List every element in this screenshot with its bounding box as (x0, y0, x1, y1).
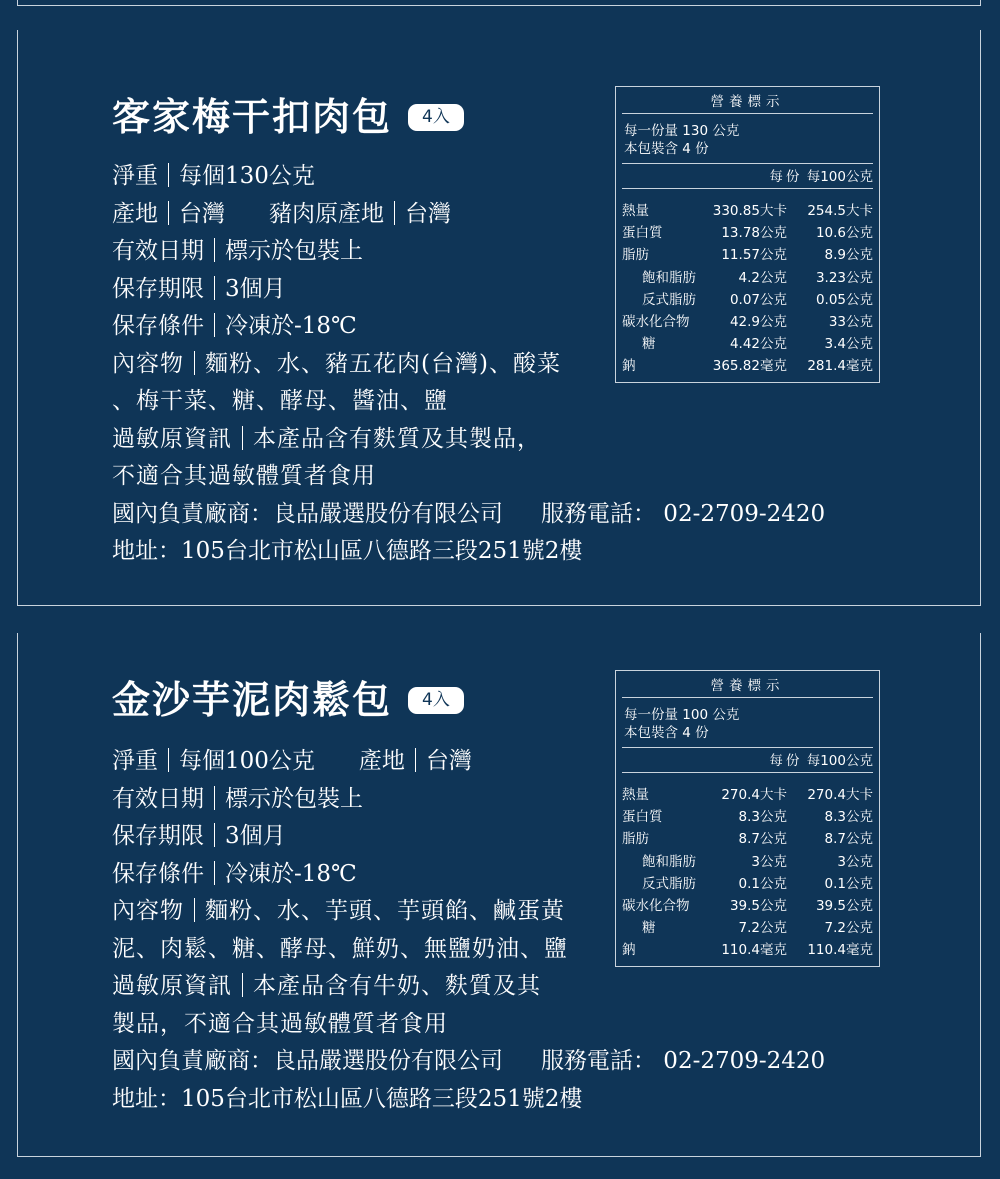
per-serving-value: 4.42公克 (729, 336, 787, 353)
storage-value: 冷凍於-18℃ (225, 860, 357, 887)
nutrition-row (622, 806, 873, 828)
per-100g-value: 10.6公克 (815, 225, 873, 242)
column-headers (622, 164, 873, 189)
nutrition-row (622, 289, 873, 311)
nutrient-name: 蛋白質 (622, 809, 663, 826)
col-per-serving: 每份 (769, 169, 803, 185)
per-100g-value: 33公克 (828, 314, 873, 331)
separator (242, 973, 243, 997)
allergen-line (112, 968, 825, 1006)
pork-origin-value: 台灣 (405, 200, 451, 227)
per-serving-value: 110.4毫克 (721, 942, 787, 959)
nutrition-row (622, 200, 873, 222)
per-serving-value: 270.4大卡 (721, 787, 787, 803)
nutrient-name: 糖 (642, 336, 656, 353)
product-title-row (112, 94, 464, 139)
separator (194, 898, 195, 922)
nutrition-row (622, 917, 873, 939)
nutrient-name: 反式脂肪 (642, 875, 696, 892)
shelf-life-label: 保存期限 (112, 275, 204, 302)
phone-text: 服務電話： 02-2709-2420 (541, 1048, 826, 1074)
storage-value: 冷凍於-18℃ (225, 313, 357, 339)
importer-line (112, 496, 825, 534)
separator (214, 786, 215, 810)
origin-value: 台灣 (179, 200, 225, 227)
product-title: 金沙芋泥肉鬆包 (112, 677, 393, 722)
separator (394, 201, 395, 225)
per-serving-value: 330.85大卡 (712, 203, 787, 219)
servings-per-package: 本包裝含 4 份 (624, 725, 709, 741)
column-headers (622, 748, 873, 773)
separator (415, 748, 416, 772)
separator (242, 426, 243, 450)
per-100g-value: 270.4大卡 (807, 787, 873, 803)
per-serving-value: 4.2公克 (738, 269, 787, 286)
serving-info (622, 114, 873, 164)
per-serving-value: 42.9公克 (729, 314, 787, 331)
separator (168, 748, 169, 772)
ingredients-line-2: 、梅干菜、糖、酵母、醬油、鹽 (112, 388, 448, 414)
per-serving-value: 8.3公克 (738, 809, 787, 826)
per-100g-value: 3.23公克 (815, 269, 873, 286)
expiry-label: 有效日期 (112, 785, 204, 812)
nutrition-title: 營養標示 (622, 87, 873, 114)
per-100g-value: 8.3公克 (824, 809, 873, 826)
product-title-row (112, 677, 464, 722)
nutrition-facts-table (615, 86, 880, 383)
allergen-text: 本產品含有牛奶、麩質及其 (253, 973, 541, 999)
address-line: 地址：105台北市松山區八德路三段251號2樓 (112, 538, 583, 564)
nutrition-row (622, 873, 873, 895)
importer-text: 國內負責廠商：良品嚴選股份有限公司 (112, 1048, 503, 1074)
per-100g-value: 3公克 (837, 853, 873, 870)
nutrition-row (622, 828, 873, 850)
per-100g-value: 281.4毫克 (807, 358, 873, 375)
origin-value: 台灣 (425, 748, 472, 774)
shelf-life-value: 3個月 (225, 275, 286, 302)
per-100g-value: 8.7公克 (824, 831, 873, 848)
nutrition-row (622, 939, 873, 961)
nutrient-name: 碳水化合物 (622, 898, 690, 915)
per-serving-value: 11.57公克 (721, 247, 787, 264)
expiry-value: 標示於包裝上 (225, 785, 363, 812)
nutrition-row (622, 222, 873, 244)
importer-text: 國內負責廠商：良品嚴選股份有限公司 (112, 500, 503, 527)
nutrition-rows (622, 784, 873, 962)
nutrient-name: 飽和脂肪 (642, 269, 696, 286)
nutrient-name: 碳水化合物 (622, 314, 690, 331)
per-serving-value: 39.5公克 (729, 898, 787, 915)
per-serving-value: 0.07公克 (729, 291, 787, 308)
ingredients-line-2: 泥、肉鬆、糖、酵母、鮮奶、無鹽奶油、鹽 (112, 935, 568, 962)
phone-text: 服務電話： 02-2709-2420 (541, 500, 826, 527)
storage-label: 保存條件 (112, 313, 204, 339)
expiry-value: 標示於包裝上 (225, 238, 363, 264)
nutrition-row (622, 355, 873, 377)
separator (214, 276, 215, 300)
allergen-label: 過敏原資訊 (112, 425, 232, 452)
nutrient-name: 熱量 (622, 787, 649, 803)
ingredients-text: 麵粉、水、芋頭、芋頭餡、鹹蛋黃 (205, 898, 565, 924)
per-serving-value: 365.82毫克 (712, 358, 787, 375)
storage-label: 保存條件 (112, 860, 204, 887)
per-serving-value: 0.1公克 (738, 875, 787, 892)
nutrition-row (622, 333, 873, 355)
net-weight-label: 淨重 (112, 748, 158, 774)
nutrition-row (622, 244, 873, 266)
ingredients-label: 內容物 (112, 898, 184, 924)
expiry-label: 有效日期 (112, 238, 204, 264)
quantity-badge: 4入 (408, 687, 464, 714)
ingredients-text: 麵粉、水、豬五花肉(台灣)、酸菜 (205, 350, 561, 377)
nutrient-name: 鈉 (622, 358, 636, 375)
serving-size: 每一份量 100 公克 (624, 707, 740, 723)
nutrition-row (622, 267, 873, 289)
separator (214, 313, 215, 337)
nutrition-title: 營養標示 (622, 671, 873, 698)
nutrition-rows (622, 200, 873, 378)
nutrient-name: 鈉 (622, 942, 636, 959)
importer-line (112, 1043, 825, 1081)
nutrition-row (622, 311, 873, 333)
separator (214, 238, 215, 262)
previous-panel-edge (17, 0, 981, 6)
separator (168, 163, 169, 187)
nutrient-name: 脂肪 (622, 831, 649, 848)
product-panel-2 (17, 633, 981, 1157)
separator (214, 823, 215, 847)
product-title: 客家梅干扣肉包 (112, 94, 393, 139)
quantity-badge: 4入 (408, 104, 464, 131)
per-serving-value: 7.2公克 (738, 920, 787, 937)
allergen-label: 過敏原資訊 (112, 973, 232, 999)
origin-label: 產地 (112, 200, 158, 227)
nutrient-name: 熱量 (622, 203, 649, 219)
nutrition-row (622, 895, 873, 917)
nutrient-name: 糖 (642, 920, 656, 937)
separator (168, 201, 169, 225)
serving-size: 每一份量 130 公克 (624, 123, 740, 139)
net-weight-value: 每個100公克 (179, 748, 315, 774)
origin-label: 產地 (358, 748, 405, 774)
nutrition-row (622, 784, 873, 806)
per-serving-value: 8.7公克 (738, 831, 787, 848)
shelf-life-label: 保存期限 (112, 823, 204, 849)
nutrition-row (622, 851, 873, 873)
nutrient-name: 脂肪 (622, 247, 649, 264)
address-line: 地址：105台北市松山區八德路三段251號2樓 (112, 1085, 583, 1112)
per-100g-value: 7.2公克 (824, 920, 873, 937)
servings-per-package: 本包裝含 4 份 (624, 141, 709, 157)
separator (194, 351, 195, 375)
product-panel-1 (17, 30, 981, 606)
allergen-line (112, 421, 825, 459)
per-100g-value: 8.9公克 (824, 247, 873, 264)
nutrient-name: 反式脂肪 (642, 291, 696, 308)
nutrient-name: 蛋白質 (622, 225, 663, 242)
per-serving-value: 3公克 (751, 853, 787, 870)
per-100g-value: 0.05公克 (815, 291, 873, 308)
per-100g-value: 3.4公克 (824, 336, 873, 353)
col-per-100g: 每100公克 (806, 753, 873, 769)
col-per-serving: 每份 (769, 753, 803, 769)
per-100g-value: 39.5公克 (815, 898, 873, 915)
col-per-100g: 每100公克 (806, 169, 873, 185)
allergen-line-2: 製品，不適合其過敏體質者食用 (112, 1010, 448, 1037)
serving-info (622, 698, 873, 748)
net-weight-value: 每個130公克 (179, 163, 315, 189)
nutrition-facts-table (615, 670, 880, 967)
per-100g-value: 0.1公克 (824, 875, 873, 892)
allergen-line-2: 不適合其過敏體質者食用 (112, 463, 376, 489)
net-weight-label: 淨重 (112, 163, 158, 189)
ingredients-label: 內容物 (112, 350, 184, 377)
per-100g-value: 254.5大卡 (807, 203, 873, 219)
pork-origin-label: 豬肉原產地 (269, 200, 384, 227)
allergen-text: 本產品含有麩質及其製品， (253, 425, 541, 452)
nutrient-name: 飽和脂肪 (642, 853, 696, 870)
separator (214, 861, 215, 885)
per-100g-value: 110.4毫克 (807, 942, 873, 959)
shelf-life-value: 3個月 (225, 823, 286, 849)
per-serving-value: 13.78公克 (721, 225, 787, 242)
